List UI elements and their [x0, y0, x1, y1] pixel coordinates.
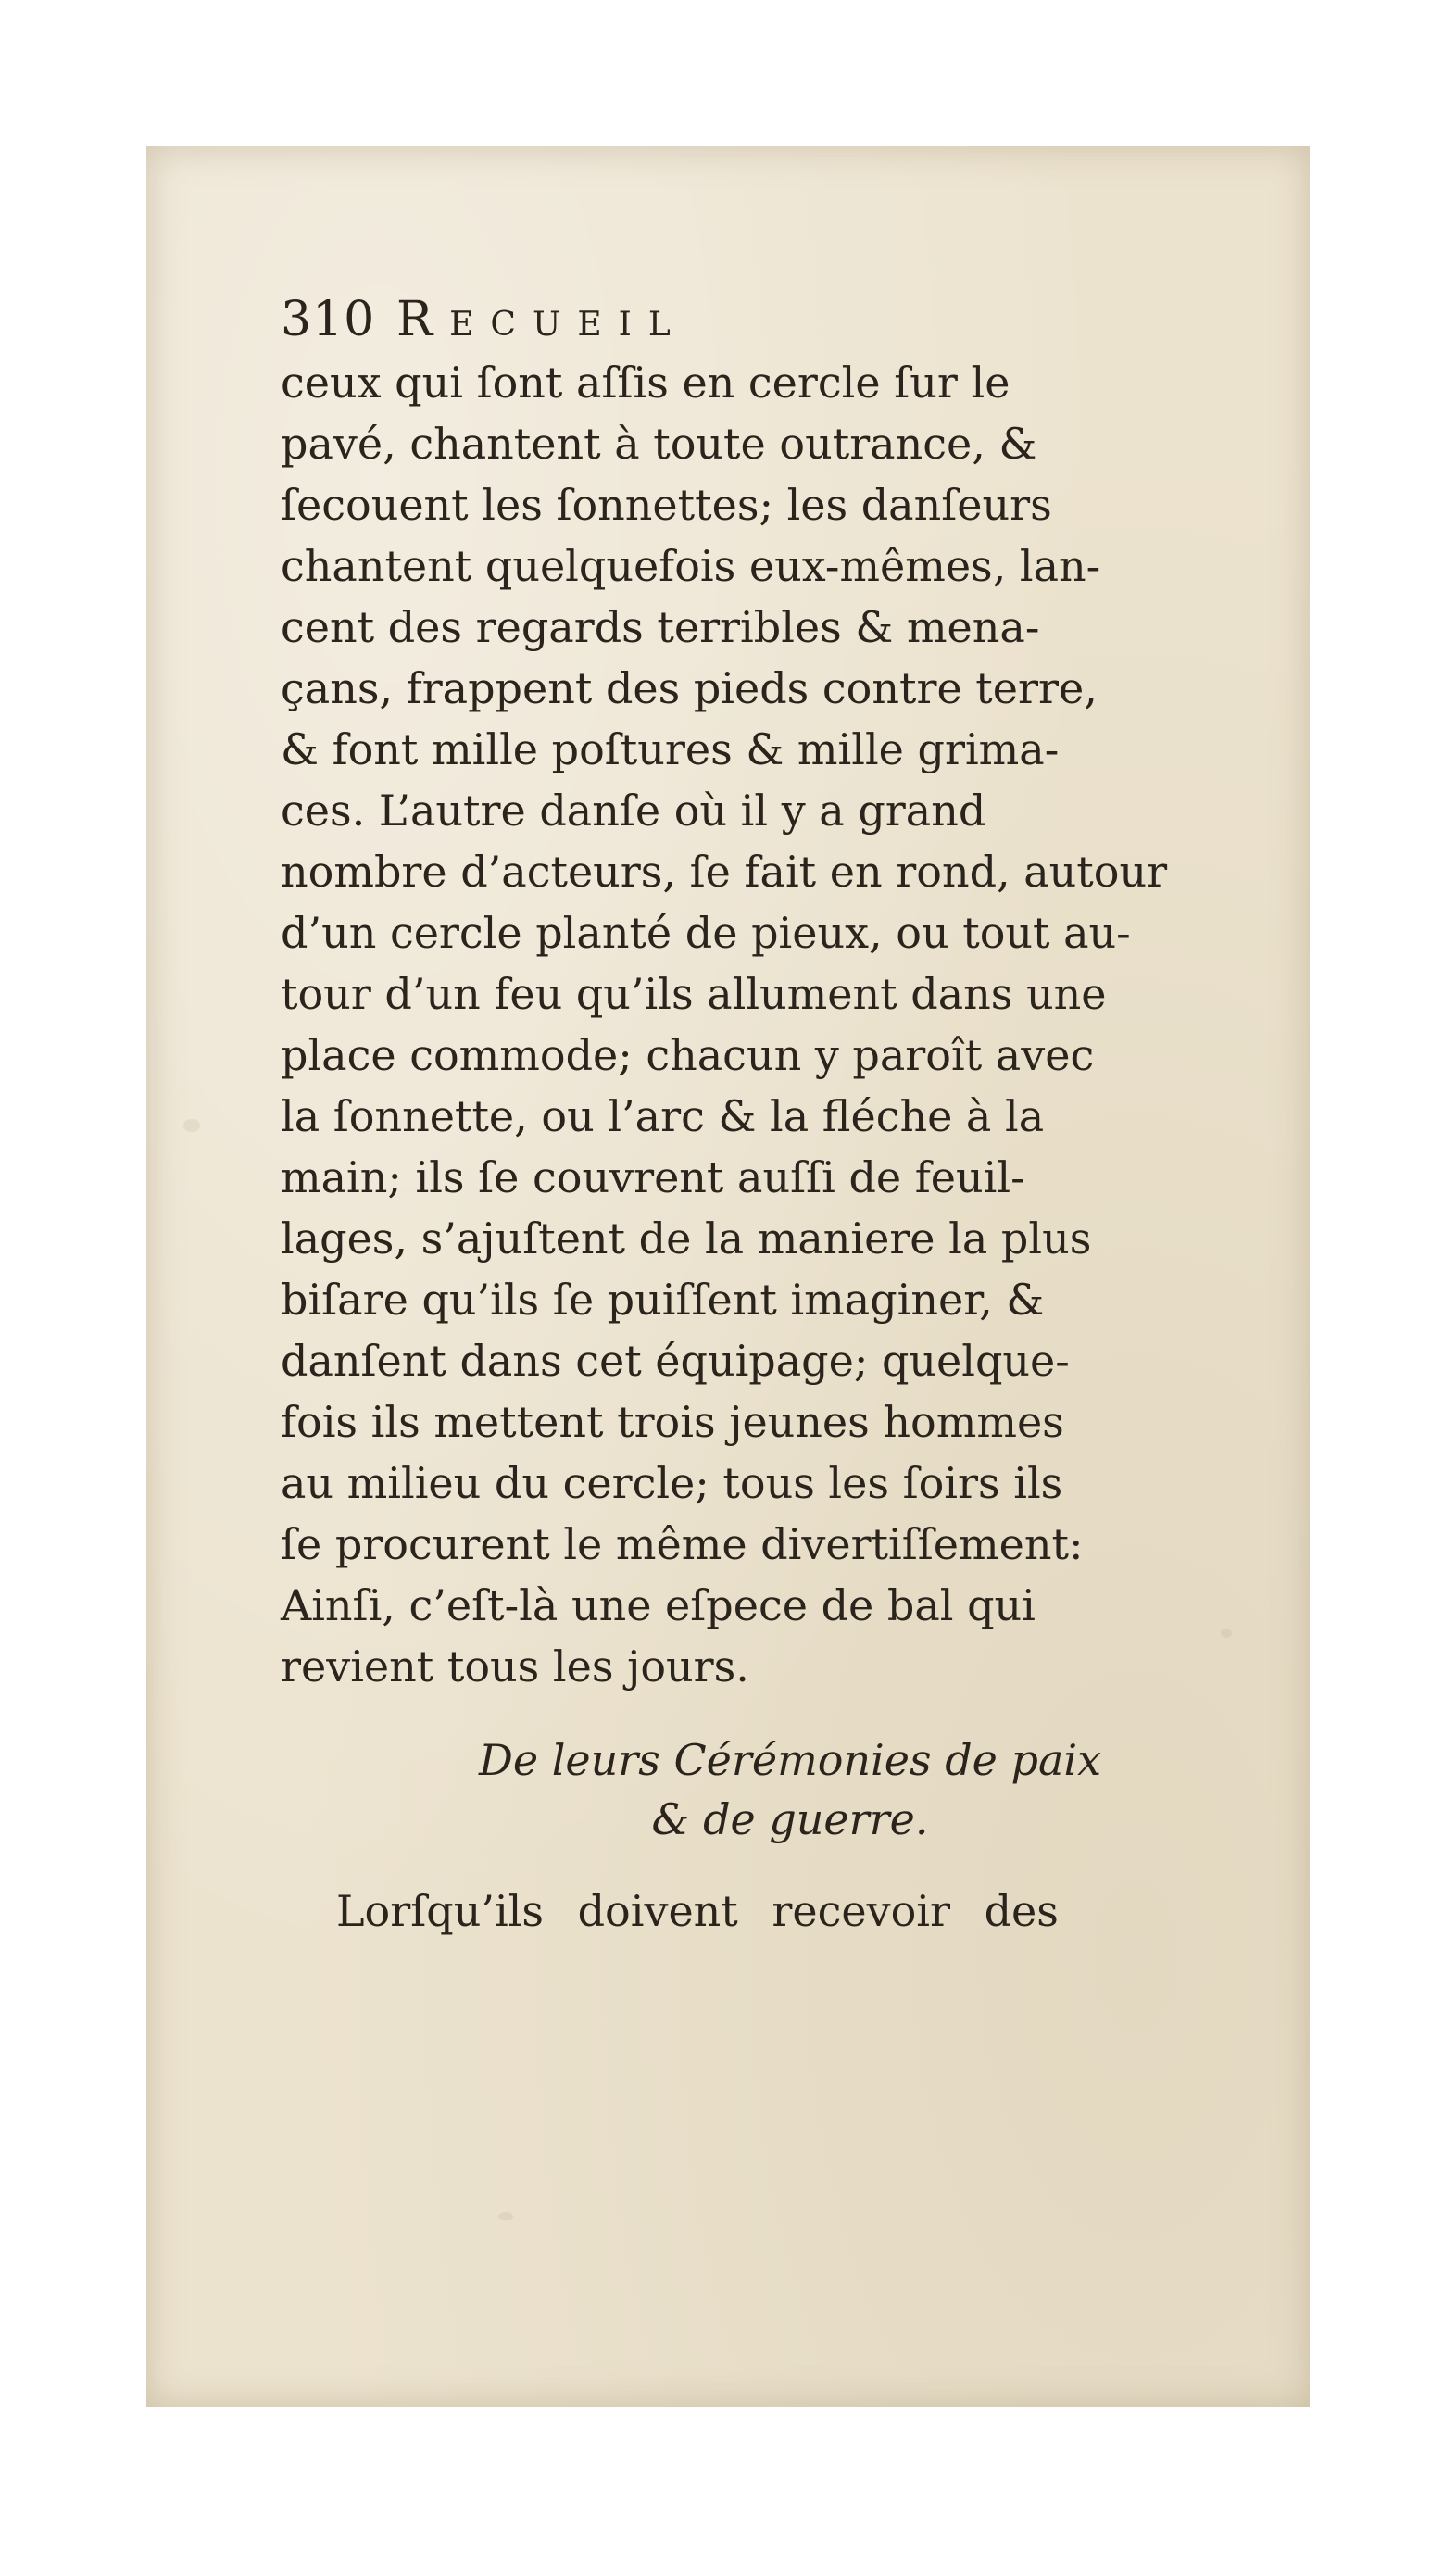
- text-line: ſe procurent le même divertiſſement:: [281, 1519, 1084, 1569]
- body-text: [281, 352, 1299, 1697]
- text-line: ceux qui ſont aſſis en cercle ſur le: [281, 358, 1010, 408]
- section-heading-line-2: & de guerre.: [651, 1794, 929, 1844]
- text-line: cent des regards terribles & mena-: [281, 602, 1040, 652]
- text-line: au milieu du cercle; tous les ſoirs ils: [281, 1458, 1063, 1508]
- running-title: Recueil: [396, 292, 687, 347]
- text-line: d’un cercle planté de pieux, ou tout au-: [281, 908, 1131, 958]
- text-line: nombre d’acteurs, ſe fait en rond, autour: [281, 847, 1168, 897]
- text-line: la ſonnette, ou l’arc & la fléche à la: [281, 1091, 1045, 1141]
- section-heading: [281, 1730, 1299, 1849]
- text-line: ces. L’autre danſe où il y a grand: [281, 786, 986, 836]
- text-line: chantent quelquefois eux-mêmes, lan-: [281, 541, 1101, 591]
- page-number: 310: [281, 292, 376, 347]
- text-line: fois ils mettent trois jeunes hommes: [281, 1397, 1064, 1447]
- text-line: biſare qu’ils ſe puiſſent imaginer, &: [281, 1275, 1045, 1325]
- paragraph-start: Lorſqu’ils doivent recevoir des: [336, 1886, 1059, 1936]
- text-line: main; ils ſe couvrent auſſi de feuil-: [281, 1152, 1025, 1202]
- text-line: revient tous les jours.: [281, 1641, 749, 1692]
- page-header: [281, 287, 1114, 352]
- text-line: çans, frappent des pieds contre terre,: [281, 663, 1098, 713]
- text-line: ſecouent les ſonnettes; les danſeurs: [281, 480, 1052, 530]
- book-page: [146, 146, 1310, 2407]
- text-line: pavé, chantent à toute outrance, &: [281, 419, 1037, 469]
- text-line: danſent dans cet équipage; quelque-: [281, 1336, 1070, 1386]
- paper-stain: [183, 1119, 200, 1132]
- section-heading-line-1: De leurs Cérémonies de paix: [478, 1735, 1102, 1785]
- text-line: lages, s’ajuſtent de la maniere la plus: [281, 1214, 1092, 1264]
- paper-stain: [498, 2212, 513, 2220]
- text-line: & font mille poſtures & mille grima-: [281, 724, 1060, 774]
- text-line: tour d’un feu qu’ils allument dans une: [281, 969, 1107, 1019]
- text-line: Ainſi, c’eſt-là une eſpece de bal qui: [281, 1580, 1036, 1630]
- text-line: place commode; chacun y paroît avec: [281, 1030, 1095, 1080]
